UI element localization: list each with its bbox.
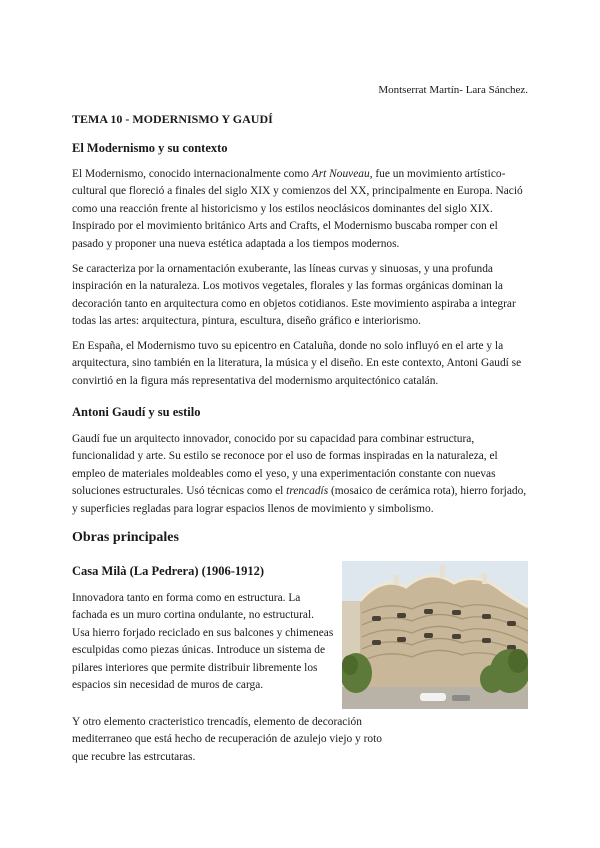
- author-name: Montserrat Martín- Lara Sánchez.: [378, 84, 528, 96]
- section-heading-context: El Modernismo y su contexto: [72, 141, 228, 155]
- section-heading-works: Obras principales: [72, 530, 179, 545]
- paragraph-context-3: En España, el Modernismo tuvo su epicentro en Cataluña, donde no solo influyó en el arte y la arquitectura, sino también en la literatura, la música y el diseño. En este contexto, Antoni Gaudí se convirtió en la figura más representativa del modernismo arquitectónico catalán.: [72, 340, 522, 387]
- text-run: , fue un movimiento artístico-cultural que floreció a finales del siglo XIX y comienzos del XX, principalmente en Europa. Nació como una reacción frente al historicismo y los estilos neoclásicos dominantes del siglo XIX. Inspirado por el movimiento británico Arts and Crafts, el Modernismo buscaba romper con el pasado y proponer una nueva estética adaptada a los tiempos modernos.: [72, 168, 523, 250]
- section-heading-gaudi: Antoni Gaudí y su estilo: [72, 405, 201, 419]
- casa-mila-illustration: [342, 561, 528, 709]
- italic-term: Art Nouveau: [311, 168, 370, 180]
- text-run: Gaudí fue un arquitecto innovador, conocido por su capacidad para combinar estructura, funcionalidad y arte. Su estilo se reconoce por el uso de formas inspiradas en la naturaleza, el empleo de materiales moldeables como el yeso, y una experimentación constante con nuevas soluciones estructurales. Usó técnicas como el: [72, 433, 498, 498]
- casa-mila-photo: [342, 561, 528, 709]
- paragraph-context-1: [72, 166, 528, 253]
- paragraph-context-2: Se caracteriza por la ornamentación exuberante, las líneas curvas y sinuosas, y una profunda inspiración en la naturaleza. Los motivos vegetales, florales y las formas orgánicas dominan la decoración tanto en arquitectura como en objetos cotidianos. Este movimiento aspiraba a integrar todas las artes: arquitectura, pintura, escultura, diseño gráfico e interiorismo.: [72, 263, 516, 328]
- paragraph-casa-mila-2: Y otro elemento cracteristico trencadís, elemento de decoración mediterraneo que está hecho de recuperación de azulejo viejo y roto que recubre las estrcutaras.: [72, 716, 382, 763]
- text-run: (mosaico de cerámica rota), hierro forjado, y superficies regladas para lograr espacios llenos de movimiento y simbolismo.: [72, 485, 527, 515]
- subsection-heading-casa-mila: Casa Milà (La Pedrera) (1906-1912): [72, 564, 265, 578]
- document-title: TEMA 10 - MODERNISMO Y GAUDÍ: [72, 112, 273, 126]
- text-run: El Modernismo, conocido internacionalmente como: [72, 168, 312, 180]
- paragraph-casa-mila-1: Innovadora tanto en forma como en estructura. La fachada es un muro cortina ondulante, no estructural. Usa hierro forjado reciclado en sus balcones y chimeneas esculpidas como piezas únicas. Introduce un sistema de pilares interiores que permite distribuir libremente los espacios sin necesidad de muros de carga.: [72, 592, 334, 692]
- paragraph-gaudi-1: [72, 431, 528, 518]
- italic-term: trencadís: [286, 485, 329, 498]
